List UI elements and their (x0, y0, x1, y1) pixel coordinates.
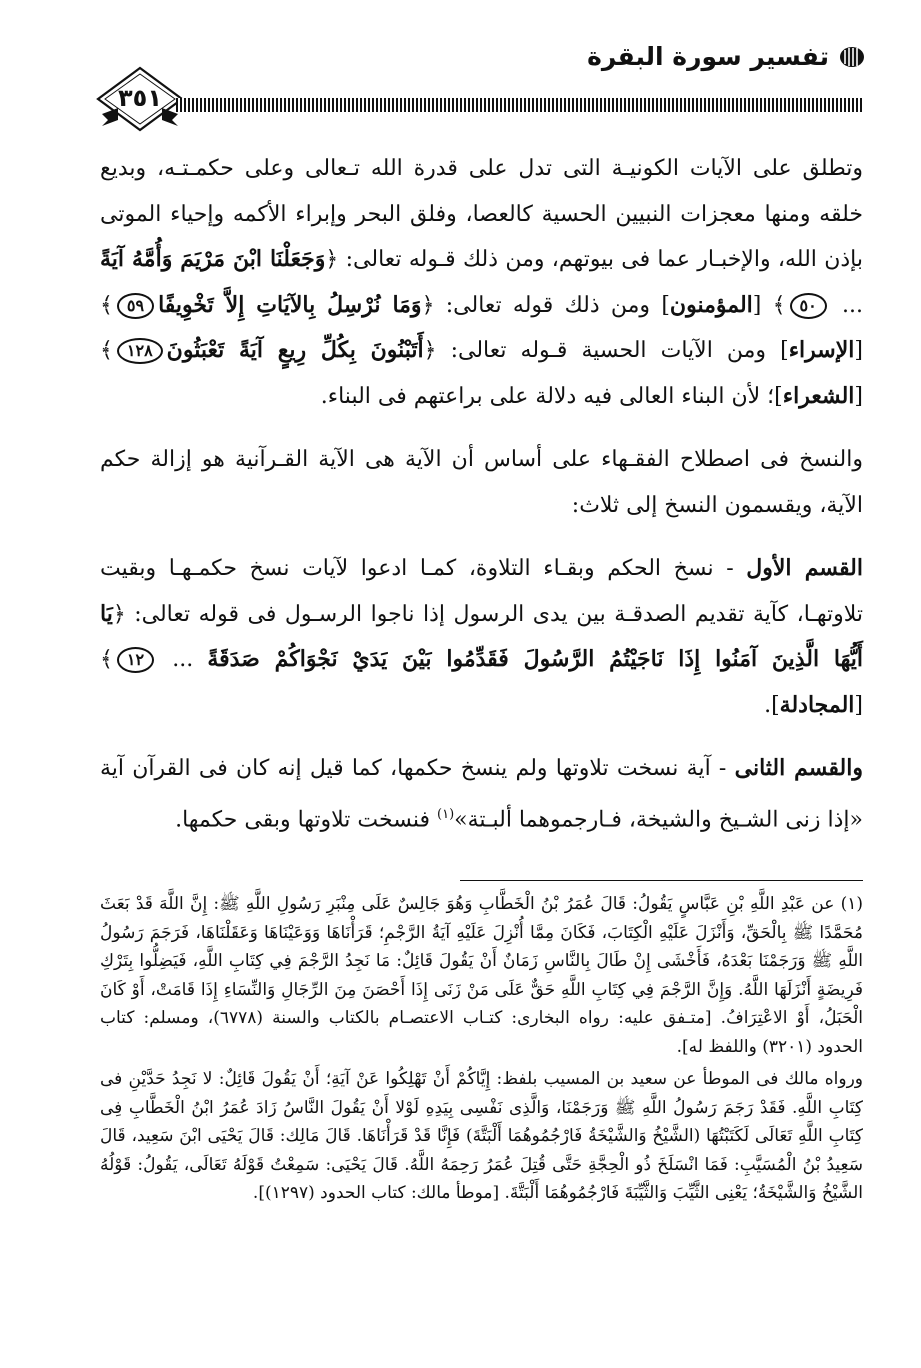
quran-quote: وَجَعَلْنَا ابْنَ مَرْيَمَ وَأُمَّهُ آيَةً (100, 246, 326, 272)
running-title: تفسير سورة البقرة (587, 42, 829, 71)
text-run: ] ومن ذلك قوله تعالى: ﴿ (421, 292, 670, 318)
main-text (100, 146, 863, 842)
text-run: - نسخ الحكم وبقـاء التلاوة، كمـا ادعوا لآيات نسخ حكمـهـا وبقيت تلاوتهـا، كآية تقديم الصدقـة بين يدى الرسول إذا ناجوا الرسـول فى قوله تعالى: ﴿ (100, 556, 863, 627)
footnote-1: (١) عن عَبْدِ اللَّهِ بْنِ عَبَّاسٍ يَقُولُ: قَالَ عُمَرُ بْنُ الْخَطَّابِ وَهُوَ جَالِسٌ عَلَى مِنْبَرِ رَسُولِ اللَّهِ ﷺ: إِنَّ اللَّهَ قَدْ بَعَثَ مُحَمَّدًا ﷺ بِالْحَقِّ، وَأَنْزَلَ عَلَيْهِ الْكِتَابَ، فَكَانَ مِمَّا أُنْزِلَ عَلَيْهِ آيَةُ الرَّجْمِ؛ قَرَأْنَاهَا وَوَعَيْنَاهَا وَعَقَلْنَاهَا، فَرَجَمَ رَسُولُ اللَّهِ ﷺ وَرَجَمْنَا بَعْدَهُ، فَأَخْشَى إِنْ طَالَ بِالنَّاسِ زَمَانٌ أَنْ يَقُولَ قَائِلٌ: مَا نَجِدُ الرَّجْمَ فِي كِتَابِ اللَّهِ، فَيَضِلُّوا بِتَرْكِ فَرِيضَةٍ أَنْزَلَهَا اللَّهُ. وَإِنَّ الرَّجْمَ فِي كِتَابِ اللَّهِ حَقٌّ عَلَى مَنْ زَنَى إِذَا أَحْصَنَ مِنَ الرِّجَالِ وَالنِّسَاءِ إِذَا قَامَتْ، أَوْ كَانَ الْحَبَلُ، أَوْ الاعْتِرَافُ. [متـفق عليه: رواه البخارى: كتـاب الاعتصـام بالكتاب والسنة (٦٧٧٨)، ومسلم: كتاب الحدود (٣٢٠١) واللفظ له]. (100, 894, 863, 1057)
text-run: ]. (764, 692, 780, 718)
verse-number-badge: ٥٠ (790, 293, 827, 319)
text-run: فنسخت تلاوتها وبقى حكمها. (175, 806, 437, 832)
surah-name: الإسراء (788, 337, 855, 363)
section-heading: والقسم الثانى (734, 755, 863, 781)
header-rule (176, 98, 863, 112)
footnote-separator (460, 880, 863, 881)
footnotes (100, 890, 863, 1208)
footnote-1-continuation: ورواه مالك فى الموطأ عن سعيد بن المسيب بلفظ: إِيَّاكُمْ أَنْ تَهْلِكُوا عَنْ آيَةِ؛ أَنْ يَقُولَ قَائِلٌ: لا نَجِدُ حَدَّيْنِ فى كِتَابِ اللَّهِ. فَقَدْ رَجَمَ رَسُولُ اللَّهِ ﷺ وَرَجَمْنَا، وَالَّذِى نَفْسِى بِيَدِهِ لَوْلا أَنْ يَقُولَ النَّاسُ زَادَ عُمَرُ ابْنُ الْخَطَّابِ فِى كِتَابِ اللَّهِ تَعَالَى لَكَتَبْتُهَا (الشَّيْخُ وَالشَّيْخَةُ فَارْجُمُوهُمَا أَلْبَتَّةَ) فَإِنَّا قَدْ قَرَأْنَاهَا. قَالَ مَالِك: قَالَ يَحْيَى ابْنَ سَعِيد، قَالَ سَعِيدُ بْنُ الْمُسَيَّبِ: فَمَا انْسَلَخَ ذُو الْحِجَّةِ حَتَّى قُتِلَ عُمَرُ رَحِمَهُ اللَّهُ. قَالَ يَحْيَى: سَمِعْتُ قَوْلَهُ تَعَالَى، يَقُولُ: قَوْلُهُ الشَّيْخُ وَالشَّيْخَةُ؛ يَعْنِى الثَّيِّبَ وَالثَّيِّبَةَ فَارْجُمُوهُمَا أَلْبَتَّةَ. [موطأ مالك: كتاب الحدود (١٢٩٧)]. (100, 1069, 864, 1203)
quran-quote: يَا أَيُّهَا الَّذِينَ آمَنُوا إِذَا نَاجَيْتُمُ الرَّسُولَ فَقَدِّمُوا بَيْنَ يَدَيْ نَجْوَاكُمْ صَدَقَةً (100, 600, 863, 672)
text-run: ﴾ [ (100, 338, 863, 409)
text-run: وتطلق على الآيات الكونيـة التى تدل على قدرة الله تـعالى وعلى حكمـتـه، وبديع خلقه ومنها معجزات النبيين الحسية كالعصا، وفلق البحر وإبراء الأكمه وإحياء الموتى بإذن الله، والإخبـار عما فى بيوتهم، ومن ذلك قـوله تعالى: ﴿ (100, 156, 863, 272)
flower-ornament-icon (839, 46, 865, 68)
text-run: ﴾ [ (100, 292, 863, 363)
text-run: - آية نسخت تلاوتها ولم ينسخ حكمها، كما قيل إنه كان فى القرآن آية «إذا زنى الشـيخ والشيخة، فـارجموهما ألبـتة» (100, 756, 863, 832)
quran-quote: وَمَا نُرْسِلُ بِالآيَاتِ إِلاَّ تَخْوِيفًا (158, 291, 422, 318)
paragraph-1 (100, 146, 863, 419)
text-run: ... (830, 292, 863, 318)
surah-name: الشعراء (782, 382, 855, 409)
text-run: ]؛ لأن البناء العالى فيه دلالة على براعتهم فى البناء. (320, 383, 783, 409)
verse-number-badge: ١٢٨ (117, 338, 163, 364)
text-run: ﴾ [ (752, 292, 786, 318)
surah-name: المؤمنون (669, 291, 753, 318)
text-run: ] ومن الآيات الحسية قـوله تعالى: ﴿ (423, 338, 789, 363)
footnote-reference: (١) (437, 806, 455, 822)
paragraph-3 (100, 546, 863, 728)
page-number: ٣٥١ (118, 84, 162, 112)
text-run: ﴾ [ (100, 647, 863, 718)
surah-name: المجادلة (779, 691, 855, 718)
paragraph-4 (100, 746, 863, 842)
section-heading: القسم الأول (746, 555, 863, 581)
paragraph-2: والنسخ فى اصطلاح الفقـهاء على أساس أن الآية هى الآية القـرآنية هو إزالة حكم الآية، ويقسمون النسخ إلى ثلاث: (100, 447, 863, 518)
running-header (587, 42, 865, 71)
text-run: ... (158, 647, 208, 672)
verse-number-badge: ٥٩ (117, 293, 154, 319)
quran-quote: أَتَبْنُونَ بِكُلِّ رِيعٍ آيَةً تَعْبَثُونَ (166, 337, 424, 363)
verse-number-badge: ١٢ (117, 647, 154, 673)
